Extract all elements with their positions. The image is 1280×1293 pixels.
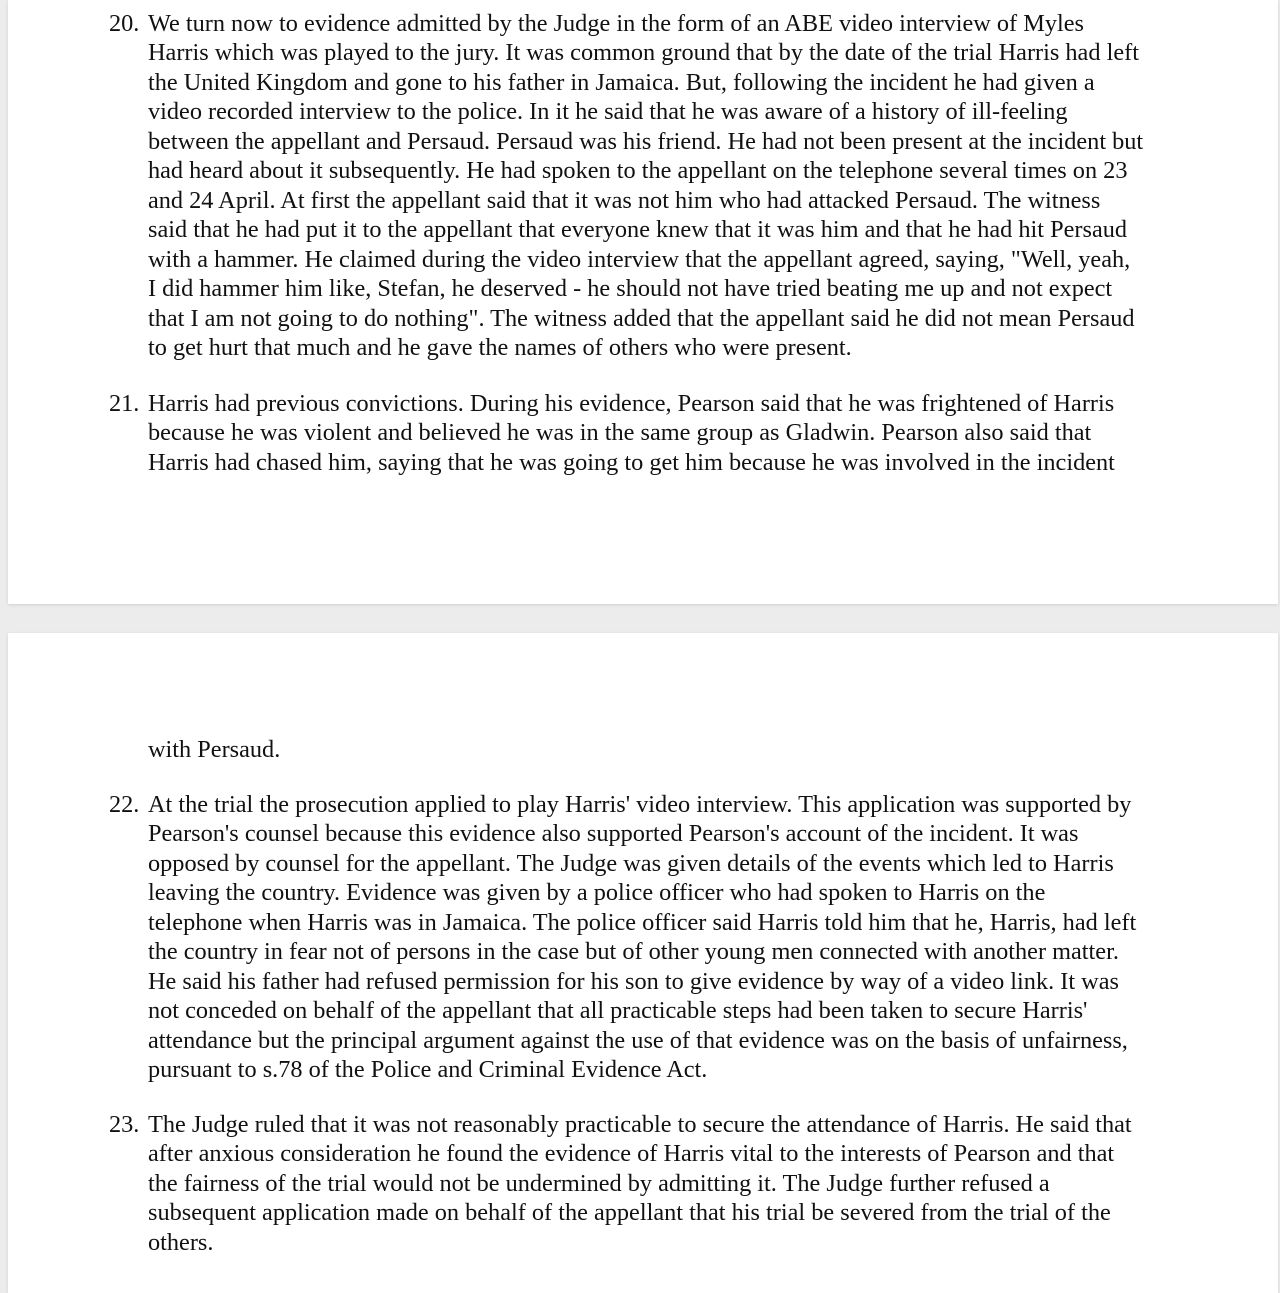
paragraph-line: with a hammer. He claimed during the video interview that the appellant agreed, saying, "Well, yeah, — [148, 245, 1131, 273]
paragraph-body — [148, 790, 1136, 1085]
paragraph-number: 21. — [109, 390, 140, 417]
paragraph-number: 22. — [109, 791, 140, 818]
paragraph-line: We turn now to evidence admitted by the Judge in the form of an ABE video interview of Myles — [148, 10, 1084, 37]
paragraph-line: Harris had previous convictions. During his evidence, Pearson said that he was frightened of Harris — [148, 390, 1115, 417]
paragraph-line: and 24 April. At first the appellant said that it was not him who had attacked Persaud. The witness — [148, 186, 1101, 214]
paragraph-line: that I am not going to do nothing". The witness added that the appellant said he did not mean Persaud — [148, 304, 1135, 332]
paragraph-line: telephone when Harris was in Jamaica. The police officer said Harris told him that he, Harris, had left — [148, 908, 1137, 936]
paragraph-line: said that he had put it to the appellant that everyone knew that it was him and that he had hit Persaud — [148, 216, 1128, 244]
paragraph-line: others. — [148, 1228, 214, 1256]
paragraph-body — [148, 1110, 1132, 1257]
paragraph-line: because he was violent and believed he was in the same group as Gladwin. Pearson also said that — [148, 419, 1092, 447]
paragraph-line: video recorded interview to the police. In it he said that he was aware of a history of ill-feeling — [148, 98, 1068, 126]
paragraph-line: opposed by counsel for the appellant. The Judge was given details of the events which led to Harris — [148, 849, 1114, 877]
paragraph-line: not conceded on behalf of the appellant that all practicable steps had been taken to secure Harris' — [148, 997, 1088, 1025]
paragraph-line: the fairness of the trial would not be undermined by admitting it. The Judge further refused a — [148, 1169, 1050, 1197]
paragraph-line: He said his father had refused permission for his son to give evidence by way of a video link. It was — [148, 967, 1119, 995]
paragraph-line: to get hurt that much and he gave the names of others who were present. — [148, 333, 852, 361]
paragraph-line: The Judge ruled that it was not reasonably practicable to secure the attendance of Harris. He said that — [148, 1111, 1132, 1138]
paragraph-line: I did hammer him like, Stefan, he deserved - he should not have tried beating me up and not expect — [148, 275, 1113, 303]
paragraph-line: Harris which was played to the jury. It was common ground that by the date of the trial Harris had left — [148, 39, 1139, 67]
paragraph-line: subsequent application made on behalf of the appellant that his trial be severed from the trial of the — [148, 1199, 1111, 1227]
paragraph-line: had heard about it subsequently. He had spoken to the appellant on the telephone several times on 23 — [148, 157, 1128, 185]
paragraph-body — [148, 735, 280, 764]
paragraph-number: 20. — [109, 10, 140, 37]
paragraph-line: Harris had chased him, saying that he was going to get him because he was involved in the incident — [148, 448, 1115, 476]
document-page-1 — [8, 0, 1278, 604]
paragraph-line: between the appellant and Persaud. Persaud was his friend. He had not been present at the incident but — [148, 127, 1144, 155]
paragraph-line: the United Kingdom and gone to his father in Jamaica. But, following the incident he had given a — [148, 68, 1095, 96]
paragraph-line: leaving the country. Evidence was given by a police officer who had spoken to Harris on the — [148, 879, 1046, 907]
paragraph-line: after anxious consideration he found the evidence of Harris vital to the interests of Pearson and that — [148, 1140, 1115, 1168]
paragraph-line: pursuant to s.78 of the Police and Criminal Evidence Act. — [148, 1056, 708, 1084]
paragraph-number: 23. — [109, 1111, 140, 1138]
paragraph-line: with Persaud. — [148, 736, 281, 763]
paragraph-body — [148, 389, 1115, 477]
paragraph-line: the country in fear not of persons in the case but of other young men connected with another matter. — [148, 938, 1119, 966]
document-page-2 — [8, 633, 1278, 1293]
paragraph-line: At the trial the prosecution applied to play Harris' video interview. This application was supported by — [148, 791, 1132, 818]
paragraph-line: attendance but the principal argument against the use of that evidence was on the basis of unfairness, — [148, 1026, 1128, 1054]
paragraph-line: Pearson's counsel because this evidence also supported Pearson's account of the incident. It was — [148, 820, 1079, 848]
paragraph-body — [148, 9, 1143, 362]
